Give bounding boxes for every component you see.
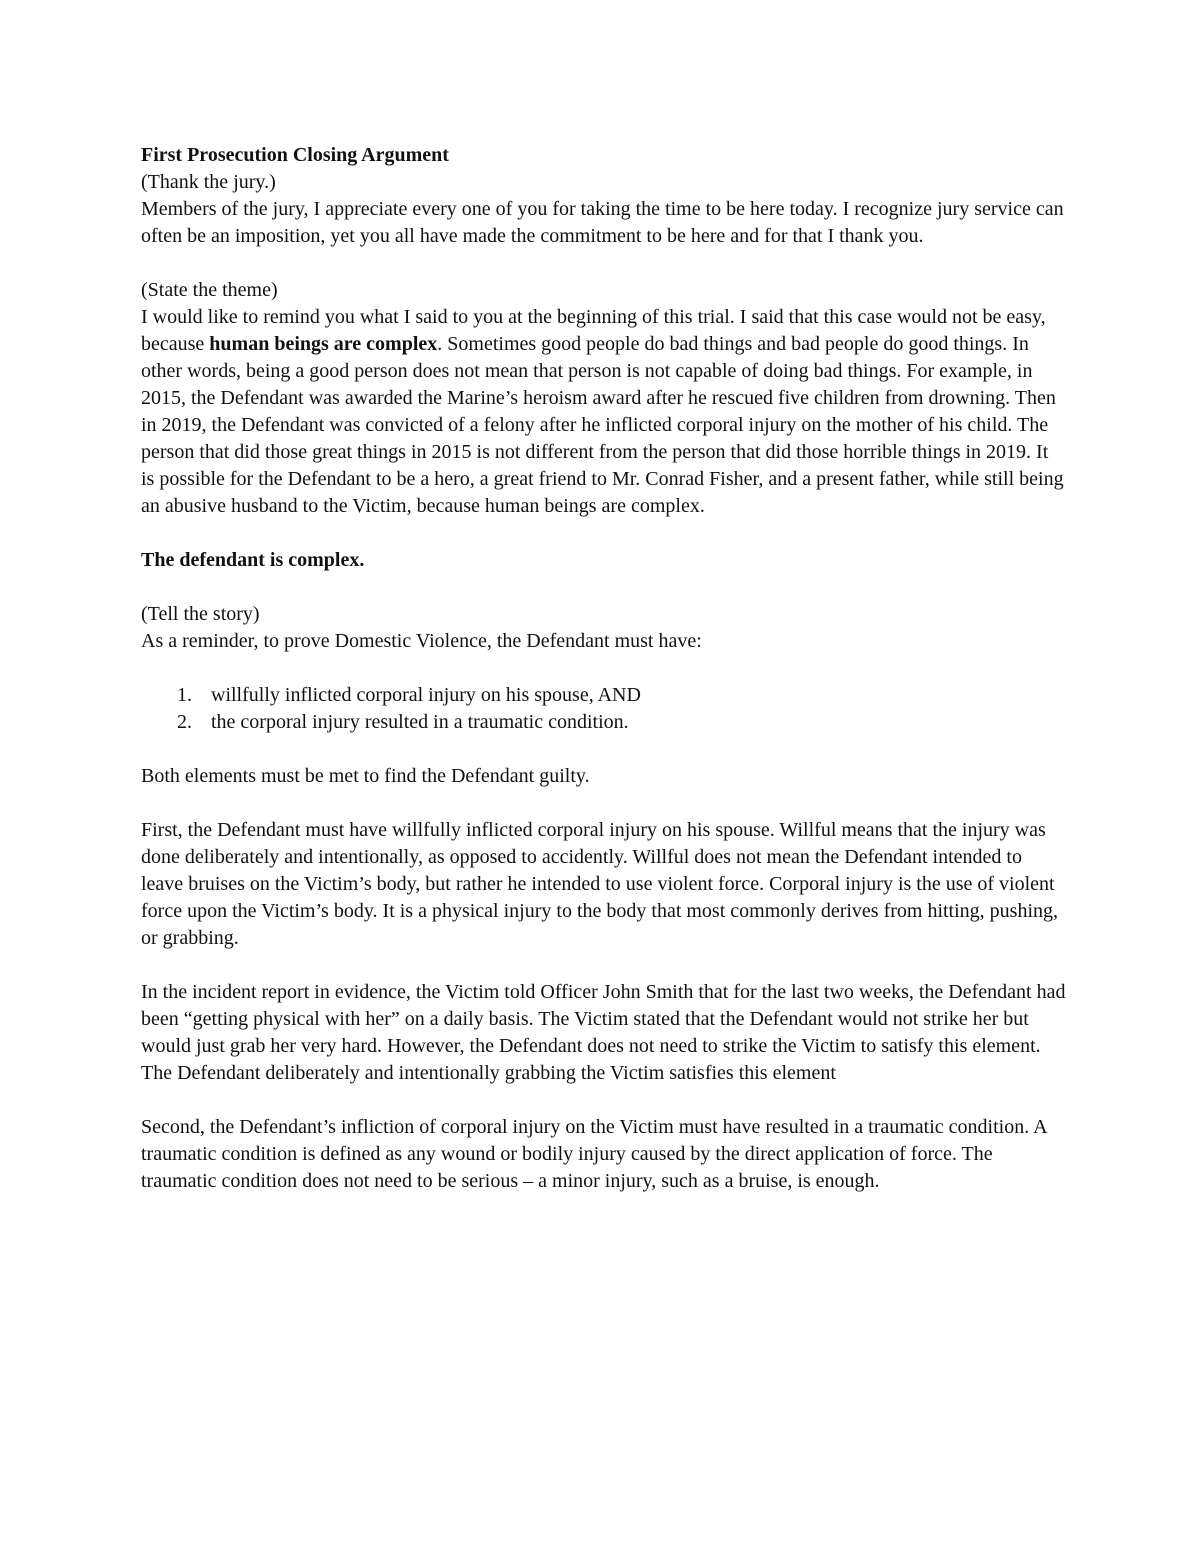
stage-cue-theme: (State the theme) (141, 279, 278, 301)
theme-text-start: I would like to remind you what I said to you at the beginning of this trial. I said that this case would not be easy, because (141, 306, 1046, 355)
list-item (141, 709, 1066, 736)
paragraph-gap (141, 1087, 1066, 1114)
paragraph-theme (141, 304, 1066, 520)
paragraph-gap (141, 736, 1066, 763)
paragraph-gap (141, 952, 1066, 979)
theme-bold-phrase: human beings are complex (209, 333, 438, 355)
section-heading: The defendant is complex. (141, 549, 365, 571)
theme-text-end: . Sometimes good people do bad things and bad people do good things. In other words, being a good person does not mean that person is not capable of doing bad things. For example, in 2015, the Defendant was awarded the Marine’s heroism award after he rescued five children from drowning. Then in 2019, the Defendant was convicted of a felony after he inflicted corporal injury on the mother of his child. The person that did those great things in 2015 is not different from the person that did those horrible things in 2019. It is possible for the Defendant to be a hero, a great friend to Mr. Conrad Fisher, and a present father, while still being an abusive husband to the Victim, because human beings are complex. (141, 333, 1064, 517)
elements-list (141, 682, 1066, 736)
paragraph-gap (141, 790, 1066, 817)
paragraph-gap (141, 655, 1066, 682)
stage-cue-thank-jury: (Thank the jury.) (141, 171, 276, 193)
list-number: 1. (177, 684, 192, 706)
paragraph-first-element: First, the Defendant must have willfully inflicted corporal injury on his spouse. Willful means that the injury was done deliberately and intentionally, as opposed to accidently. Willful does not mean the Defendant intended to leave bruises on the Victim’s body, but rather he intended to use violent force. Corporal injury is the use of violent force upon the Victim’s body. It is a physical injury to the body that most commonly derives from hitting, pushing, or grabbing. (141, 819, 1059, 949)
paragraph-gap (141, 574, 1066, 601)
paragraph-gap (141, 250, 1066, 277)
paragraph-both-elements: Both elements must be met to find the Defendant guilty. (141, 765, 590, 787)
paragraph-thanks: Members of the jury, I appreciate every one of you for taking the time to be here today. I recognize jury service can often be an imposition, yet you all have made the commitment to be here and for that I thank you. (141, 198, 1064, 247)
paragraph-incident-report: In the incident report in evidence, the Victim told Officer John Smith that for the last two weeks, the Defendant had been “getting physical with her” on a daily basis. The Victim stated that the Defendant would not strike her but would just grab her very hard. However, the Defendant does not need to strike the Victim to satisfy this element. The Defendant deliberately and intentionally grabbing the Victim satisfies this element (141, 981, 1066, 1084)
paragraph-second-element: Second, the Defendant’s infliction of corporal injury on the Victim must have resulted in a traumatic condition. A traumatic condition is defined as any wound or bodily injury caused by the direct application of force. The traumatic condition does not need to be serious – a minor injury, such as a bruise, is enough. (141, 1116, 1047, 1192)
document-title: First Prosecution Closing Argument (141, 144, 449, 166)
list-item-text: willfully inflicted corporal injury on his spouse, AND (211, 684, 641, 706)
list-number: 2. (177, 711, 192, 733)
paragraph-reminder: As a reminder, to prove Domestic Violence, the Defendant must have: (141, 630, 702, 652)
document-page (141, 142, 1066, 1195)
stage-cue-story: (Tell the story) (141, 603, 260, 625)
list-item-text: the corporal injury resulted in a traumatic condition. (211, 711, 629, 733)
paragraph-gap (141, 520, 1066, 547)
list-item (141, 682, 1066, 709)
